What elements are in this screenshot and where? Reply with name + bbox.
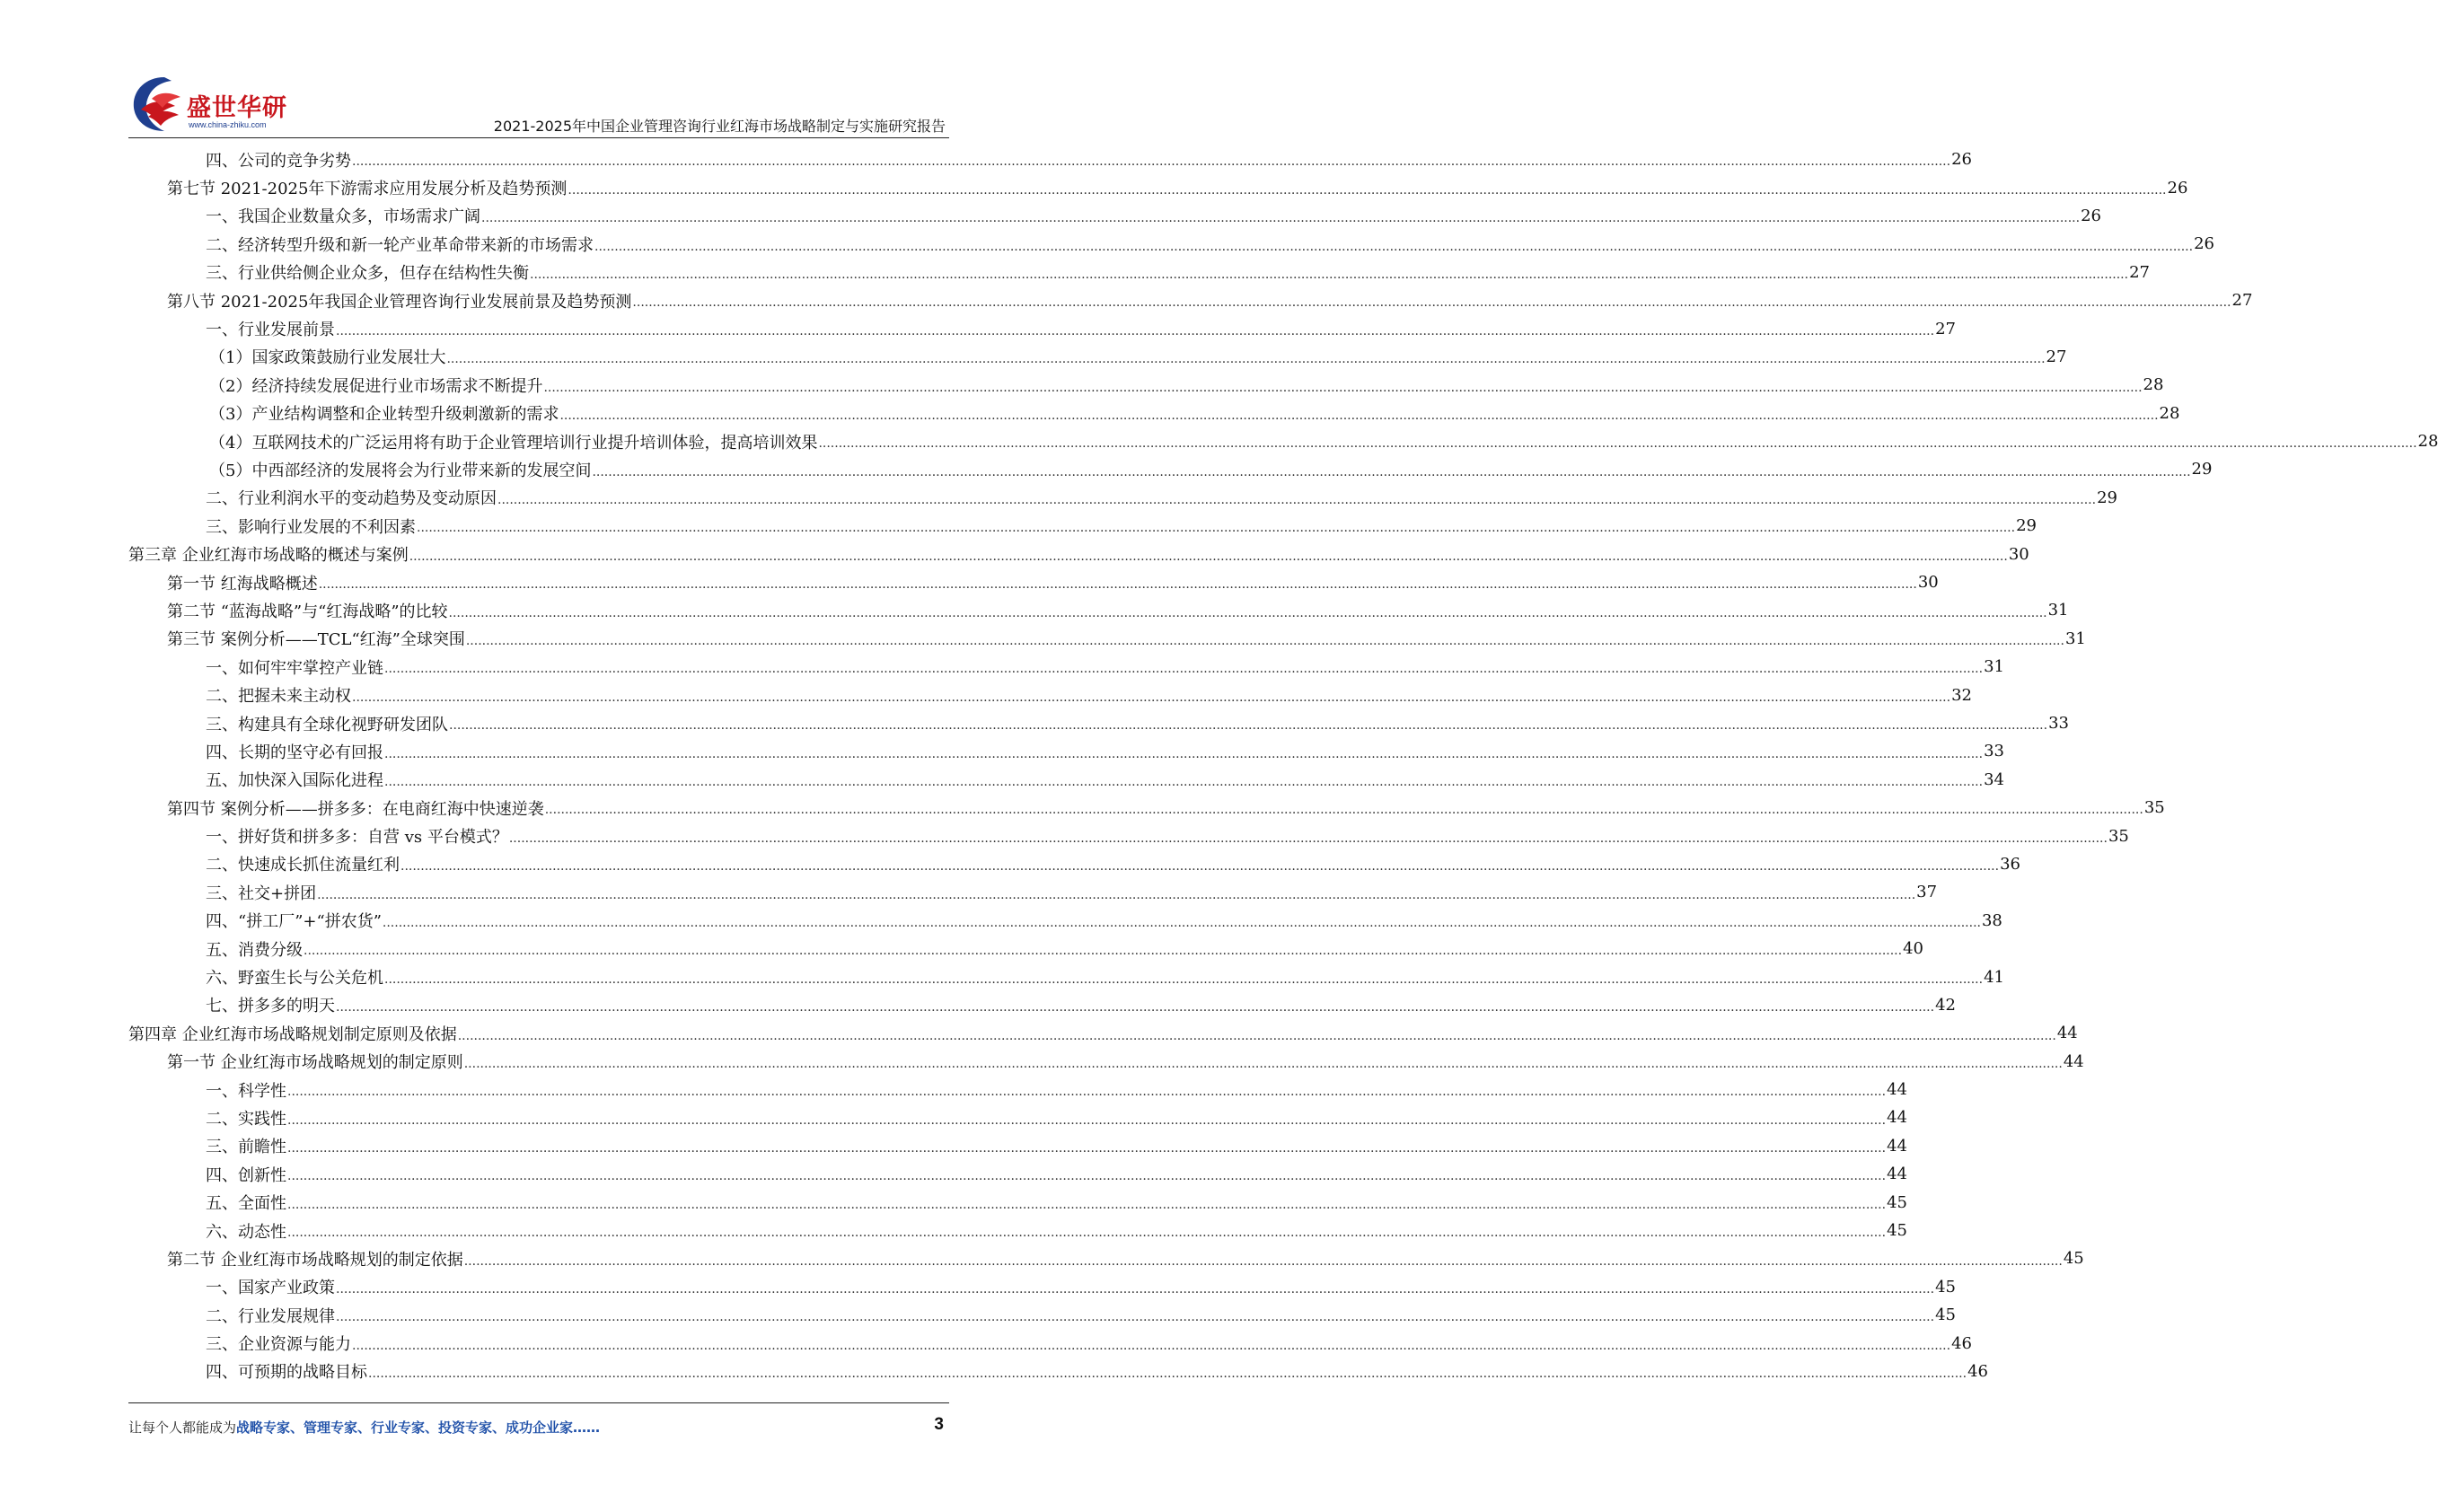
toc-entry[interactable] [128,850,2020,878]
toc-entry-page: 44 [1887,1108,1907,1128]
toc-entry[interactable] [128,653,2004,681]
toc-entry-page: 26 [2167,178,2188,198]
toc-entry-label: 第四章 企业红海市场战略规划制定原则及依据 [128,1024,457,1044]
toc-leader-dots: ................................................................................................................................................................................................................................................................................................................................................................................................................ [287,1169,1887,1184]
toc-entry-label: 二、行业利润水平的变动趋势及变动原因 [206,489,497,509]
toc-entry[interactable] [128,400,2180,427]
toc-leader-dots: ................................................................................................................................................................................................................................................................................................................................................................................................................ [384,746,1984,761]
report-title: 2021-2025年中国企业管理咨询行业红海市场战略制定与实施研究报告 [493,118,946,135]
toc-entry[interactable] [128,1358,1988,1385]
footer-slogan-prefix: 让每个人都能成为 [128,1420,237,1436]
toc-leader-dots: ................................................................................................................................................................................................................................................................................................................................................................................................................ [497,493,2097,508]
toc-entry-label: 第七节 2021-2025年下游需求应用发展分析及趋势预测 [167,180,568,199]
toc-leader-dots: ................................................................................................................................................................................................................................................................................................................................................................................................................ [352,1338,1951,1353]
toc-entry-page: 37 [1916,883,1938,902]
toc-entry-page: 29 [2097,488,2117,507]
toc-entry-label: 一、行业发展前景 [206,321,335,340]
toc-entry-label: （3）产业结构调整和企业转型升级刺激新的需求 [209,405,559,425]
toc-entry-label: 四、长期的坚守必有回报 [206,743,383,762]
toc-entry-page: 45 [1887,1192,1907,1212]
toc-entry-label: （5）中西部经济的发展将会为行业带来新的发展空间 [209,461,592,480]
toc-entry[interactable] [128,540,2029,567]
toc-entry-page: 29 [2016,516,2037,536]
toc-leader-dots: ................................................................................................................................................................................................................................................................................................................................................................................................................ [592,464,2191,479]
toc-leader-dots: ................................................................................................................................................................................................................................................................................................................................................................................................................ [287,1226,1887,1241]
toc-leader-dots: ................................................................................................................................................................................................................................................................................................................................................................................................................ [632,295,2231,311]
toc-entry-page: 28 [2417,432,2438,452]
toc-entry[interactable] [128,568,1939,596]
toc-entry-label: 一、如何牢牢掌控产业链 [206,658,383,678]
toc-leader-dots: ................................................................................................................................................................................................................................................................................................................................................................................................................ [457,1028,2056,1043]
toc-entry-page: 44 [1887,1080,1907,1100]
toc-entry-page: 26 [2194,234,2214,254]
toc-entry[interactable] [128,1244,2084,1272]
toc-leader-dots: ................................................................................................................................................................................................................................................................................................................................................................................................................ [530,267,2129,282]
toc-leader-dots: ................................................................................................................................................................................................................................................................................................................................................................................................................ [400,859,2000,875]
footer-slogan-highlight: 战略专家、管理专家、行业专家、投资专家、成功企业家…… [236,1420,601,1436]
toc-entry-label: 一、拼好货和拼多多：自营 vs 平台模式？ [206,828,508,848]
toc-leader-dots: ................................................................................................................................................................................................................................................................................................................................................................................................................ [304,944,1903,959]
toc-entry[interactable] [128,484,2117,512]
toc-entry-page: 28 [2159,403,2180,423]
toc-entry[interactable] [128,907,2002,935]
toc-entry-page: 27 [1935,319,1956,338]
toc-entry-label: 五、加快深入国际化进程 [206,771,383,791]
toc-entry-page: 31 [2064,629,2086,648]
toc-leader-dots: ................................................................................................................................................................................................................................................................................................................................................................................................................ [481,211,2081,226]
toc-leader-dots: ................................................................................................................................................................................................................................................................................................................................................................................................................ [818,436,2417,452]
toc-entry-label: 一、国家产业政策 [206,1279,335,1298]
toc-entry-page: 27 [2129,262,2150,282]
toc-entry-page: 30 [2008,544,2029,564]
toc-leader-dots: ................................................................................................................................................................................................................................................................................................................................................................................................................ [463,1056,2063,1071]
toc-entry-label: 四、创新性 [206,1165,286,1185]
toc-entry-label: （1）国家政策鼓励行业发展壮大 [209,348,446,368]
toc-entry-label: 第二节 企业红海市场战略规划的制定依据 [167,1250,463,1270]
toc-leader-dots: ................................................................................................................................................................................................................................................................................................................................................................................................................ [336,323,1935,338]
toc-leader-dots: ................................................................................................................................................................................................................................................................................................................................................................................................................ [384,971,1984,987]
toc-entry-label: 一、科学性 [206,1081,286,1101]
toc-entry[interactable] [128,512,2037,540]
toc-entry-label: 二、经济转型升级和新一轮产业革命带来新的市场需求 [206,235,594,255]
toc-entry-label: 六、动态性 [206,1222,286,1242]
toc-entry-label: 第一节 企业红海市场战略规划的制定原则 [167,1053,463,1073]
toc-leader-dots: ................................................................................................................................................................................................................................................................................................................................................................................................................ [352,690,1951,705]
toc-entry-label: 二、实践性 [206,1109,286,1129]
toc-leader-dots: ................................................................................................................................................................................................................................................................................................................................................................................................................ [543,380,2143,395]
toc-leader-dots: ................................................................................................................................................................................................................................................................................................................................................................................................................ [318,577,1917,593]
toc-entry-label: 四、“拼工厂”+“拼农货” [206,912,382,932]
toc-entry-label: 二、快速成长抓住流量红利 [206,856,400,875]
toc-entry[interactable] [128,427,2438,455]
toc-entry-page: 41 [1984,967,2004,987]
toc-leader-dots: ................................................................................................................................................................................................................................................................................................................................................................................................................ [287,1112,1887,1128]
toc-entry-label: 五、消费分级 [206,940,303,960]
toc-leader-dots: ................................................................................................................................................................................................................................................................................................................................................................................................................ [544,803,2143,818]
toc-entry[interactable] [128,1132,1907,1160]
toc-entry-label: 第一节 红海战略概述 [167,574,318,593]
toc-entry[interactable] [128,794,2165,822]
toc-entry[interactable] [128,596,2069,624]
toc-leader-dots: ................................................................................................................................................................................................................................................................................................................................................................................................................ [409,549,2008,564]
toc-entry-page: 35 [2108,826,2129,846]
toc-entry-label: 第八节 2021-2025年我国企业管理咨询行业发展前景及趋势预测 [167,292,632,312]
table-of-contents [128,145,2438,1385]
toc-entry[interactable] [128,202,2101,230]
toc-leader-dots: ................................................................................................................................................................................................................................................................................................................................................................................................................ [382,915,1981,930]
toc-entry-page: 30 [1917,573,1939,593]
toc-entry[interactable] [128,1273,1956,1301]
toc-entry-page: 27 [2231,291,2253,311]
toc-entry-page: 26 [1951,150,1972,170]
toc-entry-page: 38 [1981,910,2002,930]
toc-leader-dots: ................................................................................................................................................................................................................................................................................................................................................................................................................ [317,887,1916,902]
toc-leader-dots: ................................................................................................................................................................................................................................................................................................................................................................................................................ [384,662,1984,677]
toc-leader-dots: ................................................................................................................................................................................................................................................................................................................................................................................................................ [568,182,2167,198]
toc-entry-label: 四、公司的竞争劣势 [206,151,351,171]
toc-entry-page: 45 [2063,1249,2084,1269]
toc-entry[interactable] [128,343,2067,371]
toc-entry-label: 六、野蛮生长与公关危机 [206,969,383,989]
toc-entry-page: 44 [2063,1051,2084,1071]
toc-entry[interactable] [128,1160,1907,1188]
footer-slogan [128,1418,600,1437]
toc-entry-page: 36 [2000,854,2020,874]
toc-entry-label: 第三章 企业红海市场战略的概述与案例 [128,546,409,566]
toc-entry-label: 三、行业供给侧企业众多，但存在结构性失衡 [206,264,529,284]
toc-entry-label: （2）经济持续发展促进行业市场需求不断提升 [209,376,543,396]
toc-leader-dots: ................................................................................................................................................................................................................................................................................................................................................................................................................ [336,1310,1935,1325]
toc-entry-label: 三、企业资源与能力 [206,1335,351,1355]
toc-leader-dots: ................................................................................................................................................................................................................................................................................................................................................................................................................ [508,831,2108,846]
toc-leader-dots: ................................................................................................................................................................................................................................................................................................................................................................................................................ [287,1141,1887,1156]
toc-entry-label: （4）互联网技术的广泛运用将有助于企业管理培训行业提升培训体验，提高培训效果 [209,433,818,453]
toc-entry-page: 33 [2048,714,2069,733]
toc-entry-page: 45 [1935,1277,1956,1297]
toc-entry[interactable] [128,314,1956,342]
toc-entry-label: 第四节 案例分析——拼多多：在电商红海中快速逆袭 [167,799,544,819]
toc-entry-page: 45 [1887,1221,1907,1241]
toc-entry[interactable] [128,230,2214,258]
toc-entry[interactable] [128,145,1972,173]
toc-leader-dots: ................................................................................................................................................................................................................................................................................................................................................................................................................ [384,774,1984,789]
header-divider [128,137,949,138]
toc-entry[interactable] [128,822,2129,849]
toc-entry[interactable] [128,1048,2084,1076]
toc-entry[interactable] [128,1301,1956,1329]
toc-entry-page: 32 [1951,685,1972,705]
toc-entry[interactable] [128,737,2004,765]
toc-entry-page: 26 [2081,206,2101,225]
toc-leader-dots: ................................................................................................................................................................................................................................................................................................................................................................................................................ [336,1282,1935,1297]
toc-entry[interactable] [128,878,1938,906]
toc-leader-dots: ................................................................................................................................................................................................................................................................................................................................................................................................................ [352,154,1951,170]
toc-leader-dots: ................................................................................................................................................................................................................................................................................................................................................................................................................ [417,521,2016,536]
toc-entry-page: 46 [1951,1333,1972,1353]
page-number: 3 [934,1415,944,1434]
toc-entry-label: 一、我国企业数量众多，市场需求广阔 [206,207,480,227]
toc-entry[interactable] [128,991,1956,1019]
toc-entry-label: 三、社交+拼团 [206,883,317,903]
toc-leader-dots: ................................................................................................................................................................................................................................................................................................................................................................................................................ [448,605,2047,620]
toc-entry-page: 28 [2143,375,2164,395]
toc-entry-label: 三、前瞻性 [206,1138,286,1157]
toc-entry[interactable] [128,935,1923,963]
toc-entry-page: 31 [1984,657,2004,677]
logo-url: www.china-zhiku.com [189,120,267,129]
toc-leader-dots: ................................................................................................................................................................................................................................................................................................................................................................................................................ [336,1000,1935,1015]
toc-entry[interactable] [128,286,2253,314]
toc-leader-dots: ................................................................................................................................................................................................................................................................................................................................................................................................................ [463,1253,2063,1269]
toc-entry[interactable] [128,681,1972,708]
toc-entry-page: 44 [1887,1136,1907,1156]
toc-entry[interactable] [128,259,2150,286]
toc-entry-page: 27 [2046,347,2067,366]
toc-entry-page: 42 [1935,995,1956,1015]
toc-leader-dots: ................................................................................................................................................................................................................................................................................................................................................................................................................ [449,718,2048,734]
toc-leader-dots: ................................................................................................................................................................................................................................................................................................................................................................................................................ [287,1197,1887,1212]
toc-entry[interactable] [128,1103,1907,1131]
toc-entry-label: 三、影响行业发展的不利因素 [206,517,416,537]
toc-leader-dots: ................................................................................................................................................................................................................................................................................................................................................................................................................ [368,1367,1967,1382]
toc-entry[interactable] [128,709,2069,737]
toc-entry-page: 40 [1903,939,1923,959]
footer-divider [128,1402,949,1403]
toc-entry-page: 45 [1935,1305,1956,1325]
toc-entry-label: 二、行业发展规律 [206,1306,335,1326]
toc-entry-page: 29 [2191,460,2213,479]
toc-entry-page: 44 [2056,1024,2078,1043]
toc-entry-page: 46 [1967,1361,1988,1381]
toc-leader-dots: ................................................................................................................................................................................................................................................................................................................................................................................................................ [287,1085,1887,1100]
toc-entry-page: 35 [2143,798,2165,818]
toc-entry-page: 44 [1887,1165,1907,1184]
toc-entry[interactable] [128,625,2086,653]
toc-leader-dots: ................................................................................................................................................................................................................................................................................................................................................................................................................ [446,352,2046,367]
toc-entry[interactable] [128,1019,2078,1047]
toc-entry-label: 第二节 “蓝海战略”与“红海战略”的比较 [167,602,448,621]
toc-entry-page: 31 [2047,601,2069,620]
toc-entry-label: 五、全面性 [206,1194,286,1214]
toc-leader-dots: ................................................................................................................................................................................................................................................................................................................................................................................................................ [594,239,2194,254]
toc-entry[interactable] [128,1217,1907,1244]
toc-entry-page: 33 [1984,742,2004,761]
toc-entry[interactable] [128,455,2213,483]
toc-entry-page: 34 [1984,769,2004,789]
toc-entry[interactable] [128,371,2164,399]
toc-entry-label: 四、可预期的战略目标 [206,1363,367,1383]
logo-name: 盛世华研 [187,94,287,122]
toc-entry-label: 七、拼多多的明天 [206,997,335,1016]
toc-entry[interactable] [128,963,2004,990]
toc-entry-label: 三、构建具有全球化视野研发团队 [206,715,448,734]
toc-entry-label: 二、把握未来主动权 [206,687,351,707]
toc-entry-label: 第三节 案例分析——TCL“红海”全球突围 [167,630,465,650]
toc-entry[interactable] [128,1076,1907,1103]
toc-entry[interactable] [128,766,2004,794]
toc-entry[interactable] [128,1329,1972,1357]
toc-entry[interactable] [128,1188,1907,1216]
toc-leader-dots: ................................................................................................................................................................................................................................................................................................................................................................................................................ [465,634,2064,649]
toc-leader-dots: ................................................................................................................................................................................................................................................................................................................................................................................................................ [559,408,2159,423]
toc-entry[interactable] [128,173,2188,201]
